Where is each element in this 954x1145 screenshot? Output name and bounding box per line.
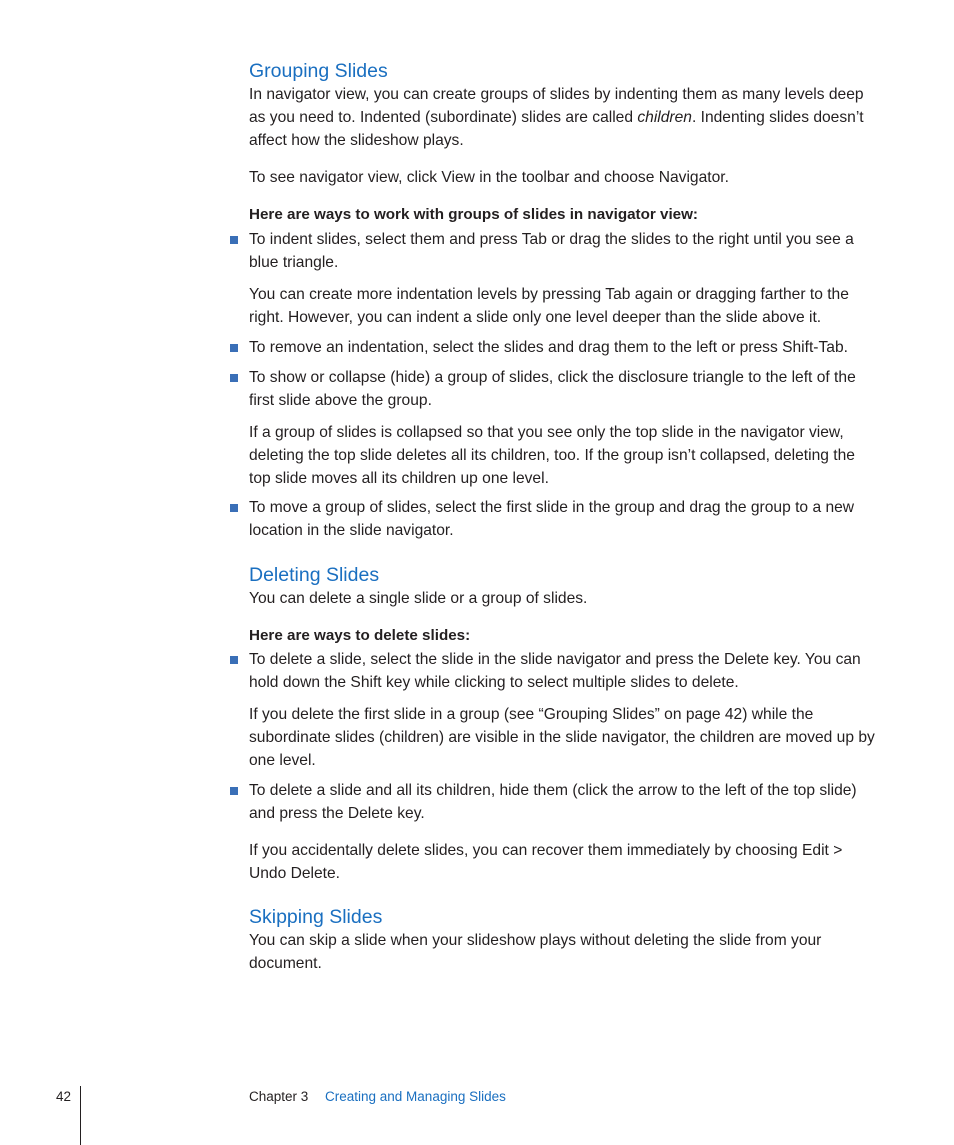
grouping-bullet-indent: To indent slides, select them and press Tab or drag the slides to the right until you see a blue triangle. — [249, 231, 854, 271]
grouping-intro-text-1: In navigator view, you can create groups of slides by indenting them as many levels deep as you need to. Indented (subordinate) slides are called — [249, 86, 864, 126]
footer-chapter-title: Creating and Managing Slides — [325, 1089, 506, 1104]
grouping-bullet-move: To move a group of slides, select the first slide in the group and drag the group to a new location in the slide navigator. — [249, 499, 855, 539]
deleting-intro: You can delete a single slide or a group of slides. — [249, 590, 588, 607]
grouping-note-indent-levels: You can create more indentation levels by pressing Tab again or dragging farther to the right. However, you can indent a slide only one level deeper than the slide above it. — [249, 286, 849, 326]
bullet-icon — [230, 656, 238, 664]
deleting-bullet-single: To delete a slide, select the slide in the slide navigator and press the Delete key. You can hold down the Shift key while clicking to select multiple slides to delete. — [249, 651, 861, 691]
grouping-note-collapsed: If a group of slides is collapsed so that you see only the top slide in the navigator view, deleting the top slide deletes all its children, too. If the group isn’t collapsed, deleting the top slide moves all its children up one level. — [249, 424, 855, 487]
grouping-lead: Here are ways to work with groups of slides in navigator view: — [249, 206, 698, 223]
deleting-note-undo: If you accidentally delete slides, you can recover them immediately by choosing Edit > Undo Delete. — [249, 842, 843, 882]
grouping-navigator-instruction: To see navigator view, click View in the toolbar and choose Navigator. — [249, 169, 729, 186]
section-heading-grouping: Grouping Slides — [249, 60, 388, 82]
section-heading-skipping: Skipping Slides — [249, 906, 383, 928]
skipping-intro: You can skip a slide when your slideshow plays without deleting the slide from your document. — [249, 932, 822, 972]
bullet-icon — [230, 236, 238, 244]
grouping-bullet-remove: To remove an indentation, select the slides and drag them to the left or press Shift-Tab. — [249, 339, 848, 356]
deleting-bullet-children: To delete a slide and all its children, hide them (click the arrow to the left of the top slide) and press the Delete key. — [249, 782, 857, 822]
footer-chapter-label: Chapter 3 — [249, 1089, 309, 1104]
bullet-icon — [230, 787, 238, 795]
deleting-note-first-slide: If you delete the first slide in a group (see “Grouping Slides” on page 42) while the subordinate slides (children) are visible in the slide navigator, the children are moved up by one level. — [249, 706, 875, 769]
grouping-intro — [249, 84, 879, 152]
deleting-lead: Here are ways to delete slides: — [249, 627, 471, 644]
grouping-intro-text-2: . Indenting slides doesn’t affect how the slideshow plays. — [249, 108, 864, 149]
bullet-icon — [230, 374, 238, 382]
bullet-icon — [230, 344, 238, 352]
footer-divider — [80, 1086, 81, 1145]
bullet-icon — [230, 504, 238, 512]
grouping-intro-term: children — [637, 108, 692, 126]
section-heading-deleting: Deleting Slides — [249, 564, 380, 586]
grouping-bullet-collapse: To show or collapse (hide) a group of slides, click the disclosure triangle to the left of the first slide above the group. — [249, 369, 856, 409]
page-number: 42 — [56, 1089, 72, 1104]
